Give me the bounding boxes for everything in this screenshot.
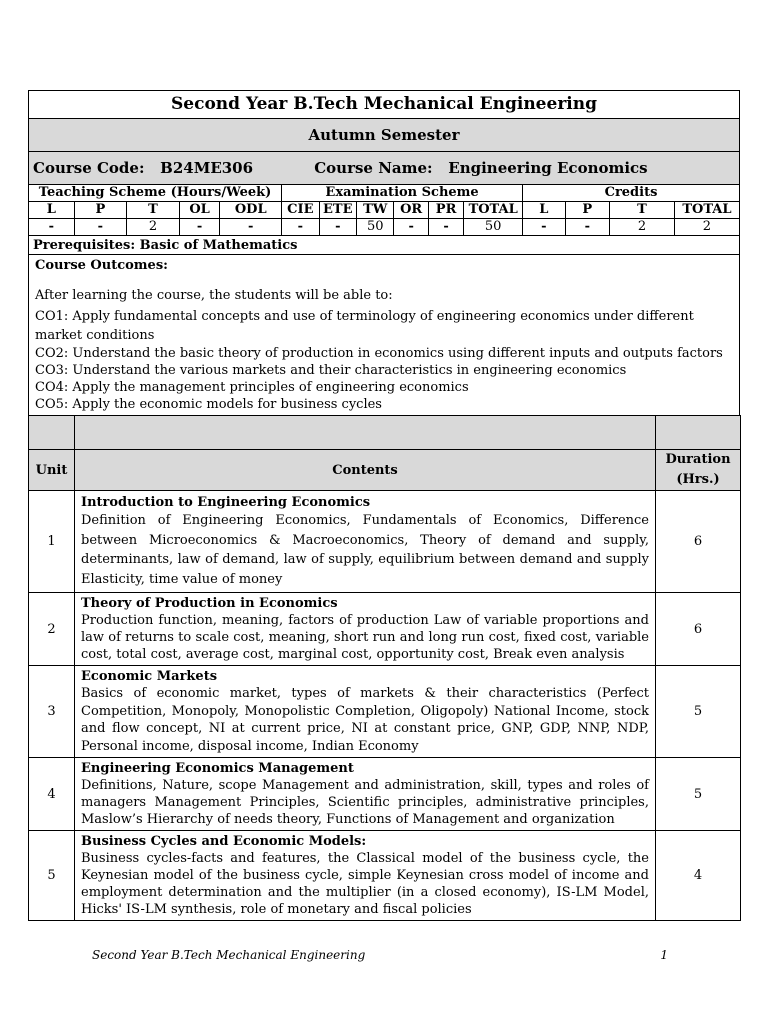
outcome-item: CO2: Understand the basic theory of production in economics using different inputs and outputs factors (35, 346, 723, 361)
semester-label: Autumn Semester (29, 119, 740, 152)
units-spacer-cell (29, 416, 75, 450)
unit-contents (75, 593, 656, 666)
course-code-label: Course Code: (33, 158, 145, 177)
unit-text: Basics of economic market, types of markets & their characteristics (Perfect Competition, Monopoly, Monopolistic Completion, Oligopoly) National Income, stock and flow concept, NI at current price, NI at constant price, GNP, GDP, NNP, NDP, Personal income, disposal income, Indian Economy (81, 686, 649, 754)
unit-text: Definition of Engineering Economics, Fundamentals of Economics, Difference between Microeconomics & Macroeconomics, Theory of demand and supply, determinants, law of demand, law of supply, equilibrium between demand and supply Elasticity, time value of money (81, 513, 649, 587)
course-name: Engineering Economics (448, 158, 648, 177)
unit-number: 4 (29, 758, 75, 831)
table-row (29, 593, 741, 666)
outcome-item: CO1: Apply fundamental concepts and use of terminology of engineering economics under different market conditions (35, 309, 694, 343)
scheme-col-header: TW (357, 202, 394, 219)
scheme-col-header: P (565, 202, 610, 219)
scheme-col-header: PR (428, 202, 463, 219)
unit-contents (75, 666, 656, 758)
unit-column-header: Unit (29, 450, 75, 491)
unit-text: Definitions, Nature, scope Management and administration, skill, types and roles of managers Management Principles, Scientific principles, administrative principles, Maslow’s Hierarchy of needs theory, Functions of Management and organization (81, 778, 649, 827)
contents-column-header: Contents (75, 450, 656, 491)
duration-column-header: Duration (Hrs.) (656, 450, 741, 491)
unit-text: Business cycles-facts and features, the Classical model of the business cycle, the Keynesian model of the business cycle, simple Keynesian cross model of income and employment determination and the multiplier (in a closed economy), IS-LM Model, Hicks' IS-LM synthesis, role of monetary and fiscal policies (81, 851, 649, 917)
course-code: B24ME306 (160, 158, 254, 177)
outcome-item: CO5: Apply the economic models for business cycles (35, 397, 382, 412)
page-footer (92, 948, 668, 962)
scheme-value: - (565, 219, 610, 236)
course-outcomes-label: Course Outcomes: (35, 258, 168, 273)
scheme-col-header: T (610, 202, 675, 219)
unit-number: 3 (29, 666, 75, 758)
outcome-item: CO4: Apply the management principles of engineering economics (35, 380, 469, 395)
scheme-value: - (282, 219, 319, 236)
course-header-table (28, 90, 740, 416)
unit-title: Engineering Economics Management (81, 761, 354, 776)
scheme-value: 2 (127, 219, 180, 236)
unit-contents (75, 831, 656, 921)
unit-duration: 5 (656, 666, 741, 758)
unit-number: 2 (29, 593, 75, 666)
table-row (29, 831, 741, 921)
unit-duration: 6 (656, 593, 741, 666)
page-number: 1 (660, 948, 668, 962)
course-name-label: Course Name: (314, 158, 433, 177)
unit-duration: 5 (656, 758, 741, 831)
unit-contents (75, 758, 656, 831)
scheme-value: - (394, 219, 428, 236)
scheme-col-header: OR (394, 202, 428, 219)
course-info (29, 152, 740, 185)
scheme-value: - (74, 219, 127, 236)
teaching-scheme-header: Teaching Scheme (Hours/Week) (29, 185, 282, 202)
scheme-col-header: P (74, 202, 127, 219)
outcome-item: CO3: Understand the various markets and their characteristics in engineering economics (35, 363, 627, 378)
scheme-col-header: ETE (319, 202, 356, 219)
unit-duration: 6 (656, 491, 741, 593)
prerequisites: Prerequisites: Basic of Mathematics (29, 236, 740, 255)
course-outcomes (29, 255, 740, 416)
scheme-col-header: L (523, 202, 566, 219)
scheme-value: - (29, 219, 75, 236)
units-spacer-cell (656, 416, 741, 450)
unit-text: Production function, meaning, factors of production Law of variable proportions and law of returns to scale cost, meaning, short run and long run cost, fixed cost, variable cost, total cost, average cost, marginal cost, opportunity cost, Break even analysis (81, 613, 649, 662)
scheme-value: 2 (674, 219, 739, 236)
scheme-value: - (319, 219, 356, 236)
scheme-col-header: L (29, 202, 75, 219)
scheme-value: - (220, 219, 282, 236)
unit-title: Economic Markets (81, 669, 218, 684)
scheme-col-header: TOTAL (464, 202, 523, 219)
unit-number: 5 (29, 831, 75, 921)
exam-scheme-header: Examination Scheme (282, 185, 523, 202)
outcomes-intro: After learning the course, the students will be able to: (35, 288, 393, 303)
scheme-value: - (428, 219, 463, 236)
units-table (28, 415, 741, 921)
scheme-col-header: ODL (220, 202, 282, 219)
unit-number: 1 (29, 491, 75, 593)
units-spacer-cell (75, 416, 656, 450)
table-row (29, 491, 741, 593)
table-row (29, 666, 741, 758)
table-row (29, 758, 741, 831)
document-title: Second Year B.Tech Mechanical Engineering (29, 91, 740, 119)
scheme-col-header: TOTAL (674, 202, 739, 219)
unit-contents (75, 491, 656, 593)
credits-header: Credits (523, 185, 740, 202)
scheme-col-header: CIE (282, 202, 319, 219)
unit-title: Introduction to Engineering Economics (81, 495, 371, 510)
unit-title: Theory of Production in Economics (81, 596, 338, 611)
unit-duration: 4 (656, 831, 741, 921)
scheme-value: 2 (610, 219, 675, 236)
scheme-col-header: OL (179, 202, 220, 219)
scheme-value: - (523, 219, 566, 236)
scheme-col-header: T (127, 202, 180, 219)
scheme-value: 50 (464, 219, 523, 236)
footer-text: Second Year B.Tech Mechanical Engineering (92, 948, 366, 962)
scheme-value: 50 (357, 219, 394, 236)
scheme-value: - (179, 219, 220, 236)
syllabus-page (28, 90, 740, 921)
unit-title: Business Cycles and Economic Models: (81, 834, 367, 849)
